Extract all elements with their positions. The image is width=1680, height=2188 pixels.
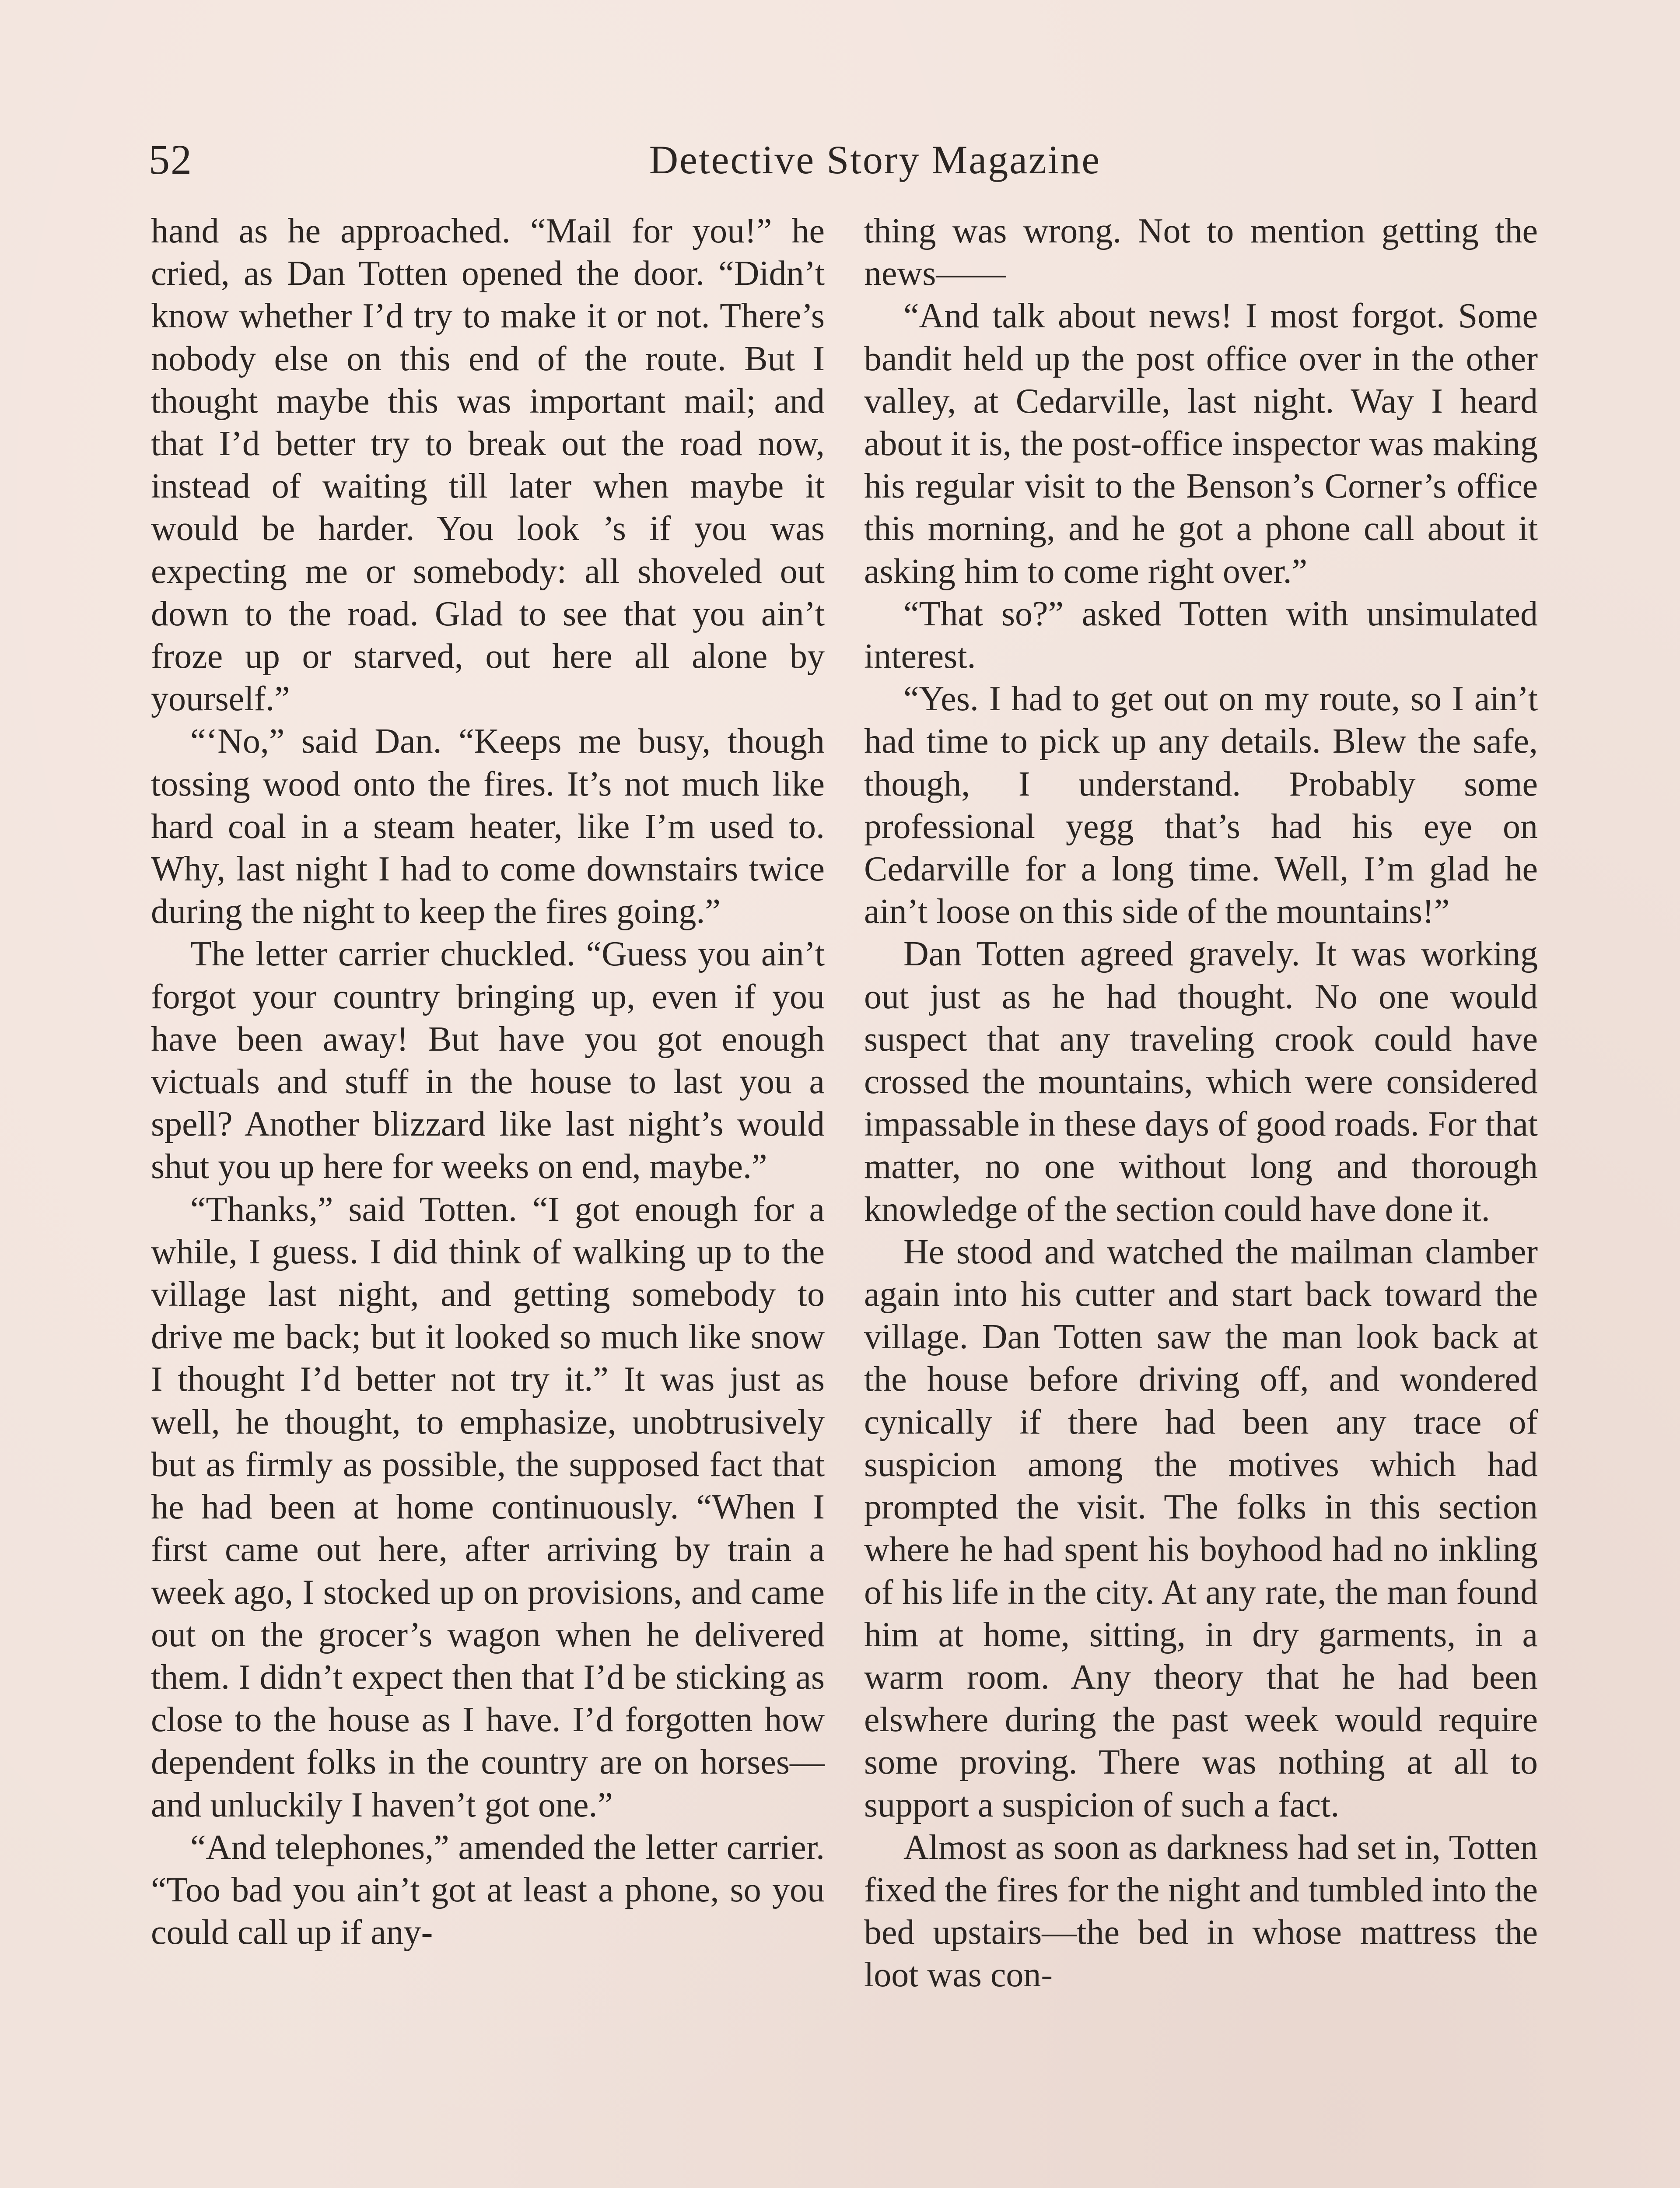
- paragraph: He stood and watched the mailman clamber again into his cutter and start back toward the village. Dan Totten saw the man look back at the house before driving off, and wondered cynically if there had been any trace of suspicion among the motives which had prompted the visit. The folks in this section where he had spent his boyhood had no inkling of his life in the city. At any rate, the man found him at home, sitting, in dry garments, in a warm room. Any theory that he had been elswhere during the past week would require some proving. There was nothing at all to support a suspicion of such a fact.: [864, 1232, 1538, 1824]
- right-text-column: [864, 210, 1538, 1997]
- left-text-column: [151, 210, 825, 1954]
- paragraph: “Yes. I had to get out on my route, so I ain’t had time to pick up any details. Blew the safe, though, I understand. Probably some professional yegg that’s had his eye on Cedarville for a long time. Well, I’m glad he ain’t loose on this side of the mountains!”: [864, 680, 1538, 931]
- paragraph: Dan Totten agreed gravely. It was working out just as he had thought. No one would suspect that any traveling crook could have crossed the mountains, which were considered impassable in these days of good roads. For that matter, no one without long and thorough knowledge of the section could have done it.: [864, 935, 1538, 1229]
- paragraph: “And telephones,” amended the letter carrier. “Too bad you ain’t got at least a phone, so you could call up if any-: [151, 1828, 825, 1952]
- magazine-title: Detective Story Magazine: [649, 137, 1101, 182]
- paragraph: hand as he approached. “Mail for you!” he cried, as Dan Totten opened the door. “Didn’t know whether I’d try to make it or not. There’s nobody else on this end of the route. But I thought maybe this was important mail; and that I’d better try to break out the road now, instead of waiting till later when maybe it would be harder. You look ’s if you was expecting me or somebody: all shoveled out down to the road. Glad to see that you ain’t froze up or starved, out here all alone by yourself.”: [151, 212, 825, 719]
- paragraph: “And talk about news! I most forgot. Some bandit held up the post office over in the other valley, at Cedarville, last night. Way I heard about it is, the post-office inspector was making his regular visit to the Benson’s Corner’s office this morning, and he got a phone call about it asking him to come right over.”: [864, 297, 1538, 591]
- paragraph: The letter carrier chuckled. “Guess you ain’t forgot your country bringing up, even if you have been away! But have you got enough victuals and stuff in the house to last you a spell? Another blizzard like last night’s would shut you up here for weeks on end, maybe.”: [151, 935, 825, 1186]
- paragraph: thing was wrong. Not to mention getting the news——: [864, 212, 1538, 293]
- paragraph: “That so?” asked Totten with unsimulated interest.: [864, 594, 1538, 676]
- page-number: 52: [149, 136, 192, 183]
- page-header: [149, 127, 1549, 193]
- paragraph: “‘No,” said Dan. “Keeps me busy, though tossing wood onto the fires. It’s not much like hard coal in a steam heater, like I’m used to. Why, last night I had to come downstairs twice during the night to keep the fires going.”: [151, 722, 825, 931]
- paragraph: Almost as soon as darkness had set in, Totten fixed the fires for the night and tumbled into the bed upstairs—the bed in whose mattress the loot was con-: [864, 1828, 1538, 1995]
- paragraph: “Thanks,” said Totten. “I got enough for a while, I guess. I did think of walking up to the village last night, and getting somebody to drive me back; but it looked so much like snow I thought I’d better not try it.” It was just as well, he thought, to emphasize, unobtrusively but as firmly as possible, the supposed fact that he had been at home continuously. “When I first came out here, after arriving by train a week ago, I stocked up on provisions, and came out on the grocer’s wagon when he delivered them. I didn’t expect then that I’d be sticking as close to the house as I have. I’d forgotten how dependent folks in the country are on horses—and unluckily I haven’t got one.”: [151, 1190, 825, 1824]
